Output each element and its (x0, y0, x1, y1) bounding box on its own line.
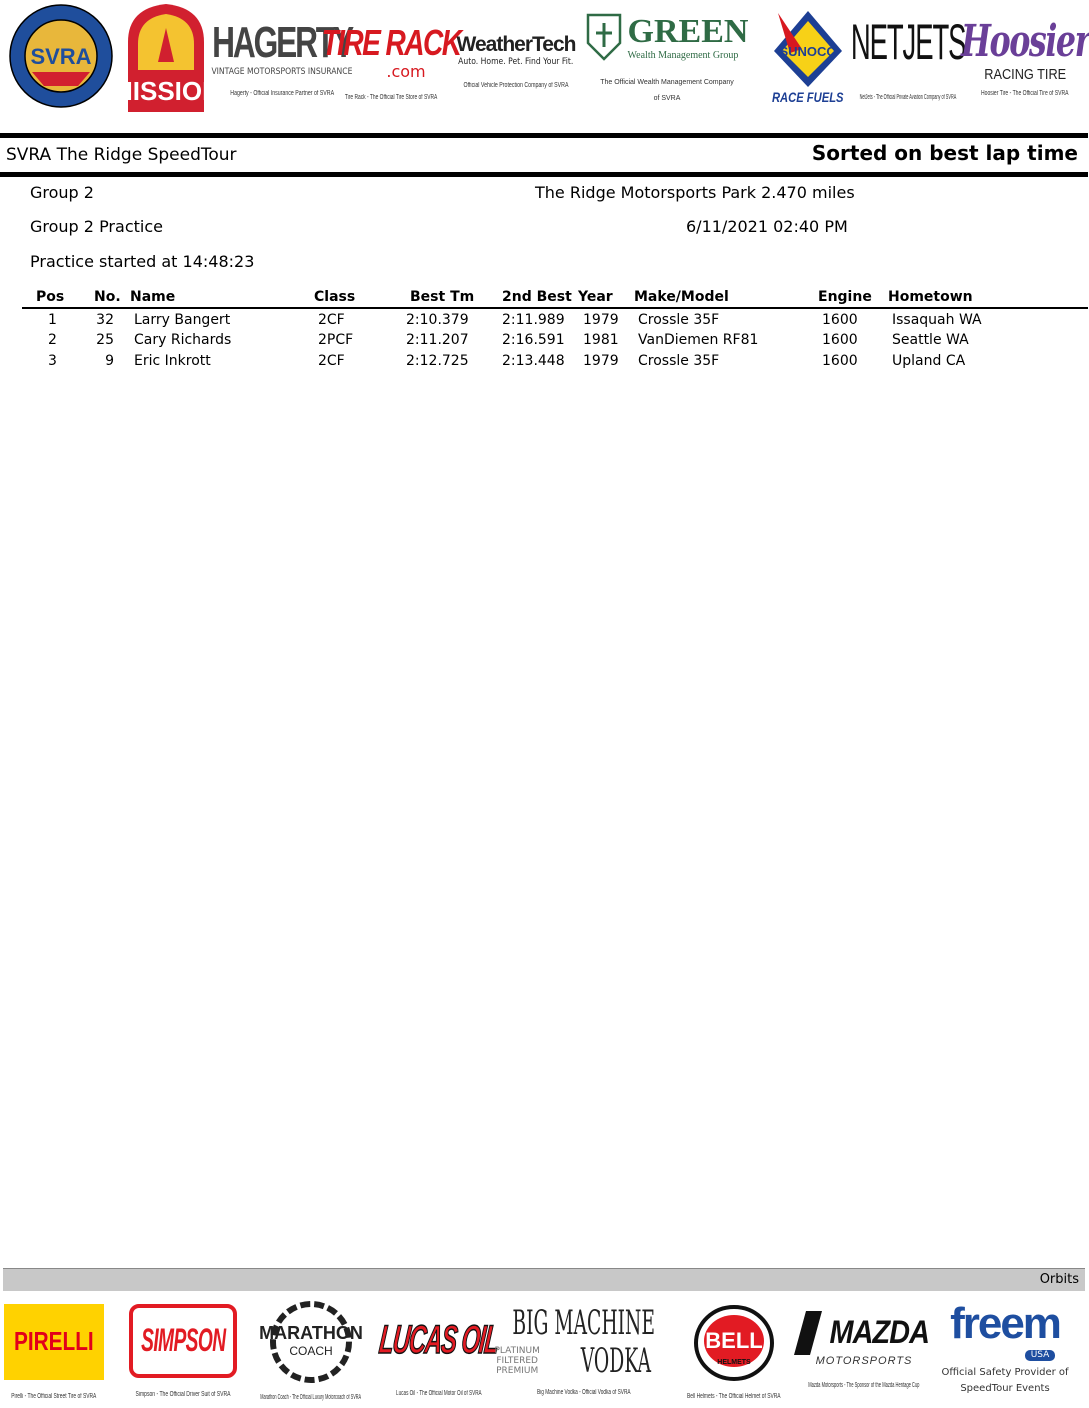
freem-tagline: USA (1025, 1350, 1056, 1361)
svra-logo (8, 2, 114, 110)
hoosier-logo (960, 6, 1089, 110)
marathon-tagline: COACH (289, 1343, 333, 1358)
cell-engine: 1600 (822, 332, 858, 348)
cell-year: 1979 (583, 353, 619, 369)
session-datetime: 6/11/2021 02:40 PM (686, 217, 848, 236)
cell-name: Cary Richards (134, 332, 232, 348)
netjets-caption: NetJets - The Official Private Aviation Company of SVRA (859, 93, 957, 101)
freem-logo (930, 1298, 1080, 1398)
marathon-caption: Marathon Coach - The Official Luxury Motorcoach of SVRA (260, 1393, 362, 1401)
cell-pos: 1 (48, 312, 57, 328)
col-header-best: Best Tm (410, 289, 475, 305)
session-start-time: Practice started at 14:48:23 (30, 252, 255, 271)
sunoco-diamond-icon (772, 9, 844, 89)
svra-seal-icon (8, 2, 114, 110)
mazda-caption: Mazda Motorsports - The Sponsor of the Mazda Heritage Cup (808, 1381, 920, 1389)
cell-engine: 1600 (822, 353, 858, 369)
simpson-wordmark: SIMPSON (140, 1322, 226, 1358)
weathertech-caption: Official Vehicle Protection Company of SVRA (463, 81, 569, 89)
mazda-logo (800, 1296, 928, 1404)
mazda-wordmark: MAZDA (829, 1314, 929, 1350)
cell-class: 2CF (318, 353, 345, 369)
col-header-no: No. (94, 289, 121, 305)
mission-wordmark: MISSION (111, 76, 221, 106)
cell-second: 2:16.591 (502, 332, 565, 348)
cell-no: 25 (96, 332, 114, 348)
pirelli-logo (2, 1300, 106, 1404)
hagerty-caption: Hagerty - Official Insurance Partner of SVRA (230, 89, 334, 97)
cell-name: Eric Inkrott (134, 353, 211, 369)
pirelli-wordmark: PIRELLI (14, 1326, 94, 1356)
hagerty-tagline: VINTAGE MOTORSPORTS INSURANCE (211, 66, 353, 77)
cell-best: 2:10.379 (406, 312, 469, 328)
cell-no: 32 (96, 312, 114, 328)
sort-title: Sorted on best lap time (811, 141, 1078, 165)
bell-logo (672, 1300, 796, 1404)
cell-name: Larry Bangert (134, 312, 231, 328)
cell-class: 2CF (318, 312, 345, 328)
orbits-bar (3, 1268, 1085, 1291)
bell-helmet-icon (692, 1304, 776, 1382)
cell-second: 2:11.989 (502, 312, 565, 328)
bigmachine-tagline: PLATINUM FILTERED PREMIUM (494, 1345, 540, 1376)
hagerty-wordmark: HAGERTY (212, 17, 352, 67)
cell-make: Crossle 35F (638, 353, 720, 369)
mission-badge-icon (111, 2, 221, 112)
cell-year: 1981 (583, 332, 619, 348)
col-header-pos: Pos (36, 289, 65, 305)
cell-year: 1979 (583, 312, 619, 328)
bell-wordmark: BELL (705, 1327, 763, 1353)
weathertech-wordmark: WeatherTech (456, 32, 576, 56)
freem-wordmark: freem (950, 1298, 1060, 1348)
netjets-wordmark: NETJETS (850, 13, 966, 70)
simpson-logo (124, 1298, 242, 1404)
cell-hometown: Seattle WA (892, 332, 969, 348)
bell-tagline: HELMETS (717, 1358, 751, 1366)
simpson-caption: Simpson - The Official Driver Suit of SVRA (135, 1390, 231, 1398)
sponsor-header (0, 0, 1088, 125)
cell-make: VanDiemen RF81 (638, 332, 759, 348)
cell-class: 2PCF (318, 332, 354, 348)
col-header-hometown: Hometown (888, 289, 973, 305)
mazda-tagline: MOTORSPORTS (815, 1354, 913, 1367)
col-header-engine: Engine (818, 289, 872, 305)
bigmachine-caption: Big Machine Vodka - Official Vodka of SVRA (537, 1388, 631, 1396)
pirelli-caption: Pirelli - The Official Street Tire of SVRA (11, 1392, 97, 1400)
gwm-shield-icon (586, 13, 622, 61)
group-label: Group 2 (30, 183, 94, 202)
tirerack-tagline: .com (386, 61, 426, 81)
mazda-stripe-icon (794, 1311, 824, 1355)
green-caption: The Official Wealth Management Company of SVRA (600, 79, 734, 102)
netjets-logo (850, 4, 966, 110)
hoosier-tagline: RACING TIRE (984, 66, 1066, 83)
tirerack-caption: Tire Rack - The Official Tire Store of SVRA (344, 93, 438, 101)
tirerack-wordmark: TIRE RACK (321, 21, 461, 63)
weathertech-logo (452, 26, 580, 96)
sunoco-logo (772, 4, 844, 110)
svra-seal-text: SVRA (30, 44, 92, 69)
lucasoil-caption: Lucas Oil - The Official Motor Oil of SVRA (396, 1389, 482, 1397)
event-title: SVRA The Ridge SpeedTour (6, 145, 237, 165)
lucasoil-wordmark: LUCAS OIL (377, 1318, 501, 1362)
title-top-rule (0, 133, 1088, 138)
hoosier-wordmark: Hoosier (960, 16, 1089, 67)
hoosier-caption: Hoosier Tire - The Official Tire of SVRA (981, 90, 1069, 97)
cell-engine: 1600 (822, 312, 858, 328)
sunoco-wordmark: SUNOCO (779, 44, 837, 59)
cell-make: Crossle 35F (638, 312, 720, 328)
cell-hometown: Upland CA (892, 353, 966, 369)
tirerack-logo (321, 14, 461, 110)
col-header-year: Year (578, 289, 613, 305)
col-header-name: Name (130, 289, 176, 305)
cell-no: 9 (105, 353, 114, 369)
cell-best: 2:11.207 (406, 332, 469, 348)
orbits-label: Orbits (1039, 1272, 1079, 1287)
col-header-class: Class (314, 289, 356, 305)
cell-hometown: Issaquah WA (892, 312, 982, 328)
marathon-wordmark: MARATHON (259, 1322, 363, 1343)
session-name: Group 2 Practice (30, 217, 163, 236)
mission-logo (111, 2, 221, 112)
col-header-second: 2nd Best (502, 289, 572, 305)
col-header-make: Make/Model (634, 289, 729, 305)
green-tagline: Wealth Management Group (627, 49, 739, 61)
cell-second: 2:13.448 (502, 353, 565, 369)
green-wealth-logo (594, 10, 749, 110)
cell-best: 2:12.725 (406, 353, 469, 369)
green-wordmark: GREEN (627, 12, 749, 50)
cell-pos: 2 (48, 332, 57, 348)
table-header-rule (22, 307, 1088, 309)
bell-caption: Bell Helmets - The Official Helmet of SVRA (687, 1392, 781, 1400)
track-label: The Ridge Motorsports Park 2.470 miles (535, 183, 855, 202)
freem-caption: Official Safety Provider of SpeedTour Events (941, 1366, 1069, 1394)
weathertech-tagline: Auto. Home. Pet. Find Your Fit. (458, 56, 574, 67)
sunoco-tagline: RACE FUELS (772, 89, 844, 105)
title-bottom-rule (0, 172, 1088, 177)
bigmachine-vodka: VODKA (580, 1340, 652, 1381)
bigmachine-logo (494, 1296, 660, 1404)
cell-pos: 3 (48, 353, 57, 369)
bigmachine-wordmark: BIG MACHINE (512, 1302, 656, 1343)
lucasoil-logo (378, 1296, 500, 1404)
